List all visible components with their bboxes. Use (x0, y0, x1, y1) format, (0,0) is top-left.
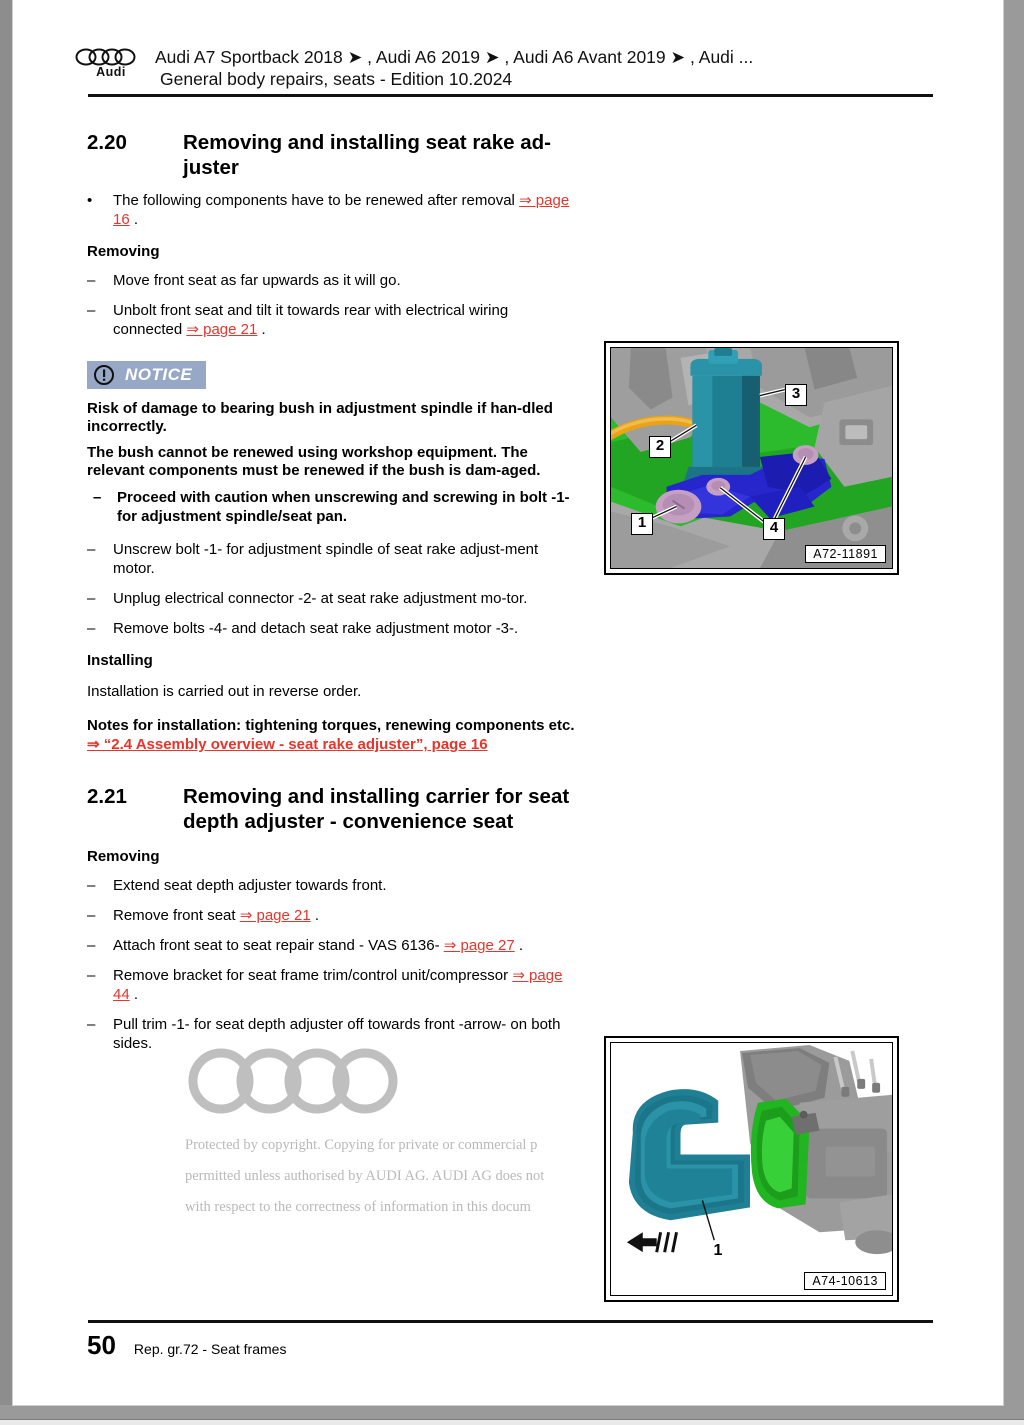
exclamation-circle-icon (93, 364, 115, 386)
figure2-illustration (611, 1043, 892, 1295)
notice-callout (87, 361, 577, 526)
list-item (87, 876, 577, 895)
header-manual-line: General body repairs, seats - Edition 10.2024 (160, 69, 513, 89)
installation-notes (87, 716, 577, 754)
assembly-overview-xref-link[interactable]: ⇒ “2.4 Assembly overview - seat rake adjuster”, page 16 (87, 736, 488, 753)
list-item-text (113, 966, 577, 1004)
audi-rings-watermark-icon (185, 1048, 399, 1114)
page-xref-link[interactable]: ⇒ page 44 (113, 967, 563, 1003)
list-item (87, 488, 577, 526)
copyright-line: with respect to the correctness of information in this docum (185, 1199, 531, 1215)
figure1-callout-3: 3 (785, 384, 807, 406)
figure-image (610, 347, 893, 569)
copyright-watermark (185, 1130, 615, 1223)
content-column (87, 120, 577, 1053)
installation-notes-text: Notes for installation: tightening torques, renewing components etc. (87, 717, 575, 734)
list-item (87, 589, 577, 608)
list-item (87, 301, 577, 339)
footer-text: Rep. gr.72 - Seat frames (133, 1341, 287, 1357)
dash-marker: – (87, 620, 96, 637)
audi-wordmark: Audi (96, 65, 126, 79)
notice-steps-list (87, 488, 577, 526)
list-item (87, 906, 577, 925)
list-item-body: Remove front seat (113, 907, 240, 924)
list-item-text: Pull trim -1- for seat depth adjuster off towards front -arrow- on both sides. (113, 1016, 561, 1052)
seat-depth-adjuster-trim-figure[interactable] (604, 1036, 899, 1302)
audi-rings-icon (75, 48, 141, 66)
list-item-body: Unbolt front seat and tilt it towards rear with electrical wiring connected (113, 302, 509, 338)
removing-steps-list-a (87, 271, 577, 339)
page-xref-link[interactable]: ⇒ page 21 (239, 907, 311, 924)
document-page (13, 0, 1003, 1405)
list-item-text (113, 191, 577, 229)
section-heading-2-21 (87, 784, 577, 834)
installing-subheading: Installing (87, 652, 153, 669)
page-xref-link[interactable]: ⇒ page 27 (443, 937, 515, 954)
list-item-text: Proceed with caution when unscrewing and screwing in bolt -1- for adjustment spindle/seat pan. (117, 489, 570, 525)
xref-tail: . (310, 907, 320, 924)
figure2-callout-1: 1 (707, 1242, 729, 1264)
window-right-rail (1003, 0, 1024, 1425)
audi-logo (75, 46, 147, 79)
dash-marker: – (87, 907, 96, 924)
removing-steps-list-b (87, 540, 577, 638)
bullet-marker: • (87, 192, 93, 209)
section-heading-2-20 (87, 130, 577, 180)
figure1-callout-2: 2 (649, 436, 671, 458)
notice-paragraph: The bush cannot be renewed using workshop equipment. The relevant components must be renewed if the bush is dam-aged. (87, 444, 541, 479)
dash-marker: – (87, 302, 96, 319)
list-item-body: The following components have to be renewed after removal (113, 192, 520, 209)
xref-tail: . (514, 937, 524, 954)
window-bottom-edge (0, 1419, 1024, 1425)
footer-divider (88, 1320, 933, 1323)
removing-subheading-2-21: Removing (87, 848, 160, 865)
list-item (87, 936, 577, 955)
xref-tail: . (129, 986, 139, 1003)
section-number: 2.21 (87, 785, 127, 808)
seat-rake-adjustment-motor-figure[interactable] (604, 341, 899, 575)
notice-paragraph: Risk of damage to bearing bush in adjustment spindle if han-dled incorrectly. (87, 400, 553, 435)
page-xref-link[interactable]: ⇒ page 21 (186, 321, 258, 338)
dash-marker: – (87, 967, 96, 984)
notice-banner (87, 361, 206, 389)
list-item-text (113, 906, 577, 925)
list-item (87, 271, 577, 290)
list-item-text (113, 301, 577, 339)
header-divider (88, 94, 933, 97)
figure1-id-label: A72-11891 (805, 545, 886, 563)
section-title: Removing and installing carrier for seat depth adjuster - convenience seat (183, 785, 570, 833)
document-footer (87, 1330, 286, 1361)
dash-marker: – (87, 937, 96, 954)
section-title: Removing and installing seat rake ad-juster (183, 131, 551, 179)
figure-image (610, 1042, 893, 1296)
list-item (87, 966, 577, 1004)
intro-bullet-list (87, 191, 577, 229)
list-item (87, 540, 577, 578)
list-item-text (113, 936, 577, 955)
removing-steps-list-2-21 (87, 876, 577, 1053)
list-item-body: Remove bracket for seat frame trim/control unit/compressor (113, 967, 513, 984)
list-item (87, 619, 577, 638)
dash-marker: – (87, 541, 96, 558)
figure1-callout-1: 1 (631, 513, 653, 535)
xref-tail: . (257, 321, 266, 338)
dash-marker: – (87, 877, 96, 894)
list-item (87, 191, 577, 229)
figure1-illustration (611, 348, 892, 568)
removing-subheading-2-20: Removing (87, 243, 160, 260)
list-item-text: Unplug electrical connector -2- at seat rake adjustment mo-tor. (113, 590, 528, 607)
list-item-text: Remove bolts -4- and detach seat rake adjustment motor -3-. (113, 620, 519, 637)
window-left-rail (0, 0, 13, 1425)
page-xref-link[interactable]: ⇒ page 16 (113, 192, 570, 228)
list-item-text: Unscrew bolt -1- for adjustment spindle of seat rake adjust-ment motor. (113, 541, 539, 577)
dash-marker: – (87, 590, 96, 607)
notice-body (87, 400, 577, 479)
dash-marker: – (87, 1016, 96, 1033)
page-number: 50 (87, 1330, 116, 1360)
section-number: 2.20 (87, 131, 127, 154)
installing-text: Installation is carried out in reverse order. (87, 683, 362, 700)
copyright-line: Protected by copyright. Copying for private or commercial p (185, 1137, 538, 1153)
copyright-line: permitted unless authorised by AUDI AG. AUDI AG does not (185, 1168, 545, 1184)
list-item-body: Attach front seat to seat repair stand - VAS 6136- (113, 937, 444, 954)
notice-label: NOTICE (125, 365, 193, 384)
header-model-line: Audi A7 Sportback 2018 ➤ , Audi A6 2019 ➤ , Audi A6 Avant 2019 ➤ , Audi ... (155, 47, 754, 67)
list-item-text: Move front seat as far upwards as it will go. (113, 272, 401, 289)
xref-tail: . (129, 211, 139, 228)
figure2-id-label: A74-10613 (804, 1272, 886, 1290)
dash-marker: – (93, 489, 102, 506)
list-item-text: Extend seat depth adjuster towards front. (113, 877, 387, 894)
document-header (75, 46, 935, 91)
audi-rings-watermark (185, 1048, 399, 1119)
figure1-callout-4: 4 (763, 518, 785, 540)
dash-marker: – (87, 272, 96, 289)
